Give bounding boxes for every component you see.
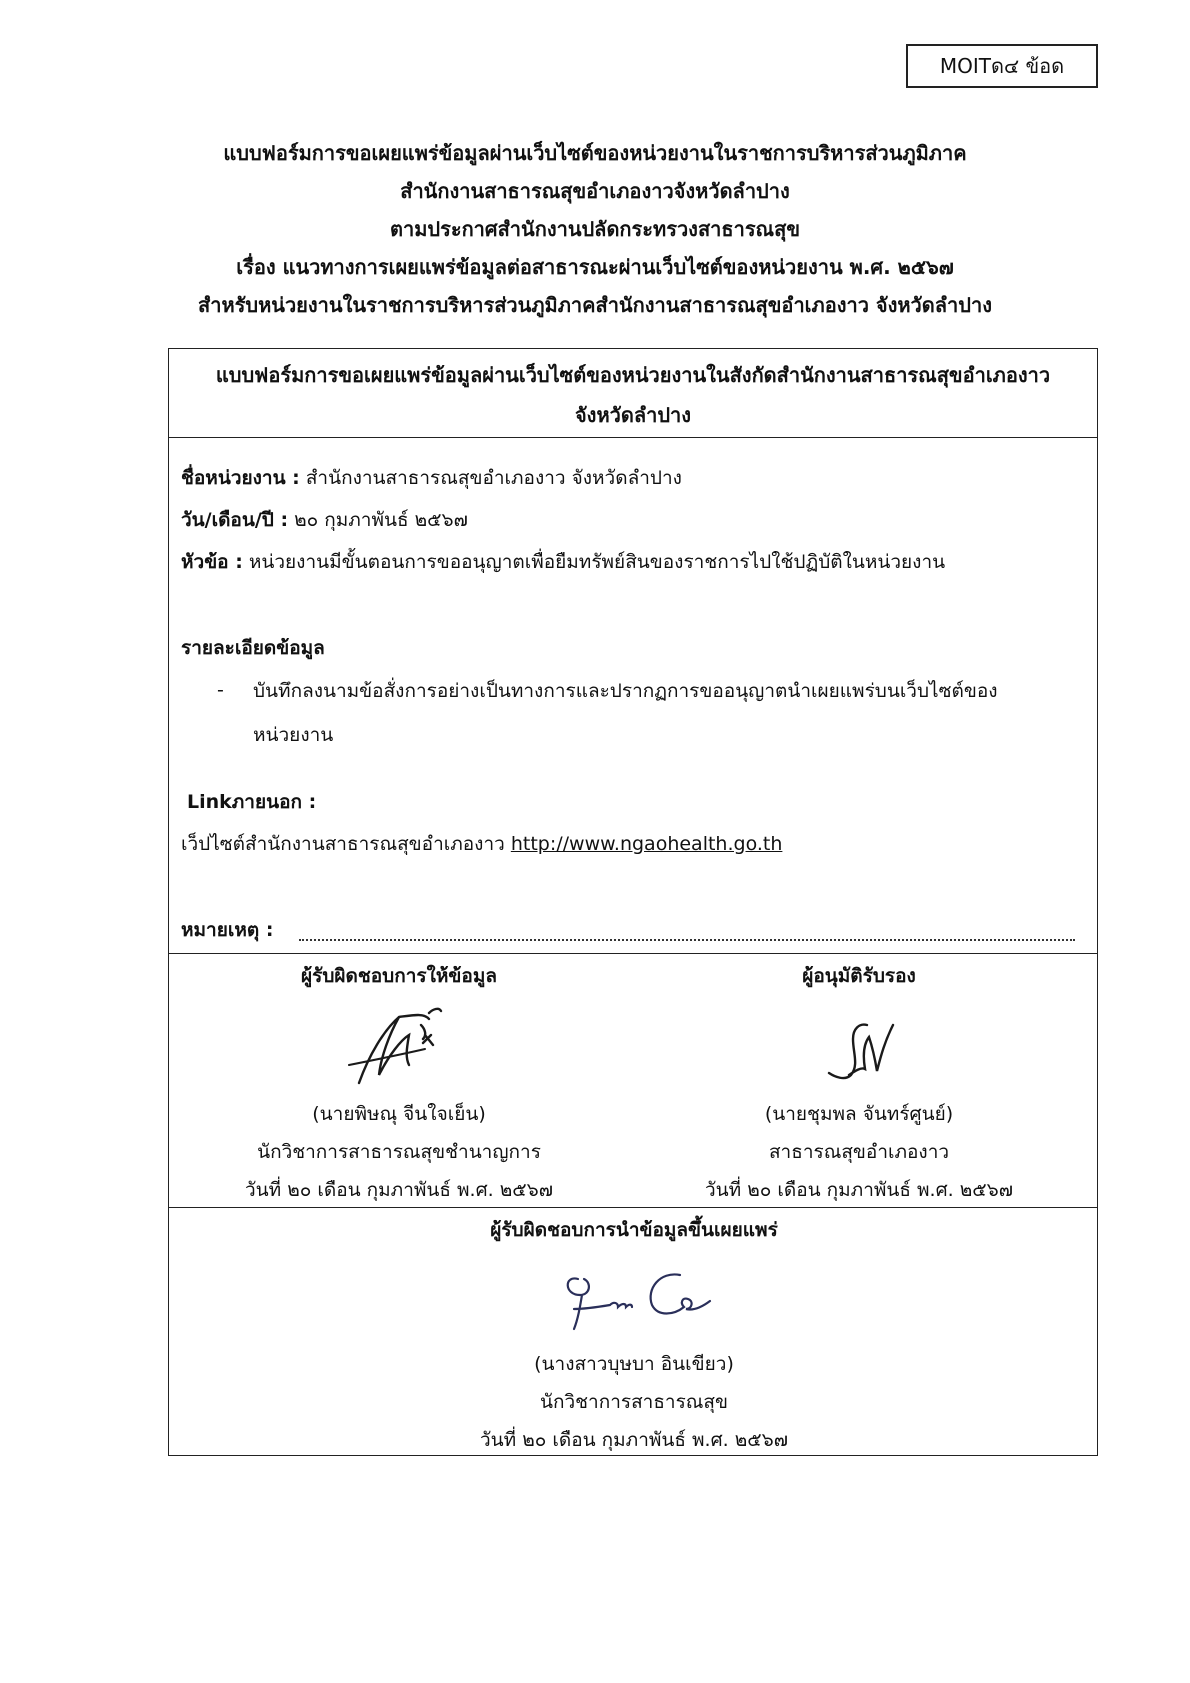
remark-dotted-line	[299, 915, 1075, 941]
divider	[169, 437, 1097, 438]
topic-label: หัวข้อ :	[181, 551, 243, 573]
detail-label: รายละเอียดข้อมูล	[181, 637, 325, 659]
form-title	[169, 355, 1097, 435]
publisher-name: (นางสาวบุษบา อินเขียว)	[534, 1353, 734, 1375]
form-title-line-1: แบบฟอร์มการขอเผยแพร่ข้อมูลผ่านเว็บไซต์ของหน่วยงานในสังกัดสำนักงานสาธารณสุขอำเภองาว	[215, 363, 1051, 387]
link-prefix: เว็ปไซต์สำนักงานสาธารณสุขอำเภองาว	[181, 833, 511, 855]
approver-signature-block	[649, 957, 1069, 1209]
detail-text: บันทึกลงนามข้อสั่งการอย่างเป็นทางการและปรากฏการขออนุญาตนำเผยแพร่บนเว็บไซต์ของหน่วยงาน	[253, 680, 998, 746]
topic-row	[181, 547, 945, 577]
date-label: วัน/เดือน/ปี :	[181, 509, 289, 531]
agency-label: ชื่อหน่วยงาน :	[181, 467, 300, 489]
provider-signature-image	[329, 995, 469, 1095]
date-value: ๒๐ กุมภาพันธ์ ๒๕๖๗	[288, 509, 468, 531]
heading-line-1: แบบฟอร์มการขอเผยแพร่ข้อมูลผ่านเว็บไซต์ของหน่วยงานในราชการบริหารส่วนภูมิภาค	[223, 141, 967, 165]
publisher-signature-image	[534, 1249, 734, 1345]
publisher-signature-block	[374, 1211, 894, 1459]
publisher-role: ผู้รับผิดชอบการนำข้อมูลขึ้นเผยแพร่	[490, 1219, 778, 1241]
approver-signature-image	[789, 995, 929, 1095]
website-link[interactable]: http://www.ngaohealth.go.th	[510, 833, 783, 855]
agency-value: สำนักงานสาธารณสุขอำเภองาว จังหวัดลำปาง	[299, 467, 682, 489]
approver-role: ผู้อนุมัติรับรอง	[802, 965, 916, 987]
provider-name: (นายพิษณุ จีนใจเย็น)	[312, 1103, 486, 1125]
divider	[169, 1207, 1097, 1208]
approver-position: สาธารณสุขอำเภองาว	[768, 1141, 950, 1163]
request-form-table	[168, 348, 1098, 1456]
heading-line-4: เรื่อง แนวทางการเผยแพร่ข้อมูลต่อสาธารณะผ่านเว็บไซต์ของหน่วยงาน พ.ศ. ๒๕๖๗	[236, 255, 954, 279]
heading-line-5: สำหรับหน่วยงานในราชการบริหารส่วนภูมิภาคสำนักงานสาธารณสุขอำเภองาว จังหวัดลำปาง	[198, 293, 992, 317]
heading-line-2: สำนักงานสาธารณสุขอำเภองาวจังหวัดลำปาง	[400, 179, 790, 203]
publisher-date: วันที่ ๒๐ เดือน กุมภาพันธ์ พ.ศ. ๒๕๖๗	[480, 1429, 788, 1451]
provider-position: นักวิชาการสาธารณสุขชำนาญการ	[257, 1141, 541, 1163]
detail-heading-row	[181, 633, 325, 663]
link-label: Linkภายนอก :	[187, 791, 317, 813]
date-row	[181, 505, 468, 535]
approver-name: (นายชุมพล จันทร์ศูนย์)	[764, 1103, 954, 1125]
detail-dash: -	[217, 679, 224, 701]
remark-label: หมายเหตุ :	[181, 919, 274, 941]
link-row	[181, 829, 782, 859]
remark-row	[181, 915, 1087, 945]
detail-list-item	[169, 669, 1099, 769]
agency-row	[181, 463, 682, 493]
heading-line-3: ตามประกาศสำนักงานปลัดกระทรวงสาธารณสุข	[389, 217, 800, 241]
form-title-line-2: จังหวัดลำปาง	[574, 403, 692, 427]
approver-date: วันที่ ๒๐ เดือน กุมภาพันธ์ พ.ศ. ๒๕๖๗	[705, 1179, 1013, 1201]
divider	[169, 953, 1097, 954]
document-heading	[60, 134, 1130, 324]
link-heading-row	[187, 787, 316, 817]
provider-role: ผู้รับผิดชอบการให้ข้อมูล	[301, 965, 497, 987]
document-code-box: MOITด๔ ข้อด	[906, 44, 1098, 88]
publisher-position: นักวิชาการสาธารณสุข	[539, 1391, 729, 1413]
provider-signature-block	[189, 957, 609, 1209]
provider-date: วันที่ ๒๐ เดือน กุมภาพันธ์ พ.ศ. ๒๕๖๗	[245, 1179, 553, 1201]
topic-value: หน่วยงานมีขั้นตอนการขออนุญาตเพื่อยืมทรัพย์สินของราชการไปใช้ปฏิบัติในหน่วยงาน	[242, 551, 946, 573]
